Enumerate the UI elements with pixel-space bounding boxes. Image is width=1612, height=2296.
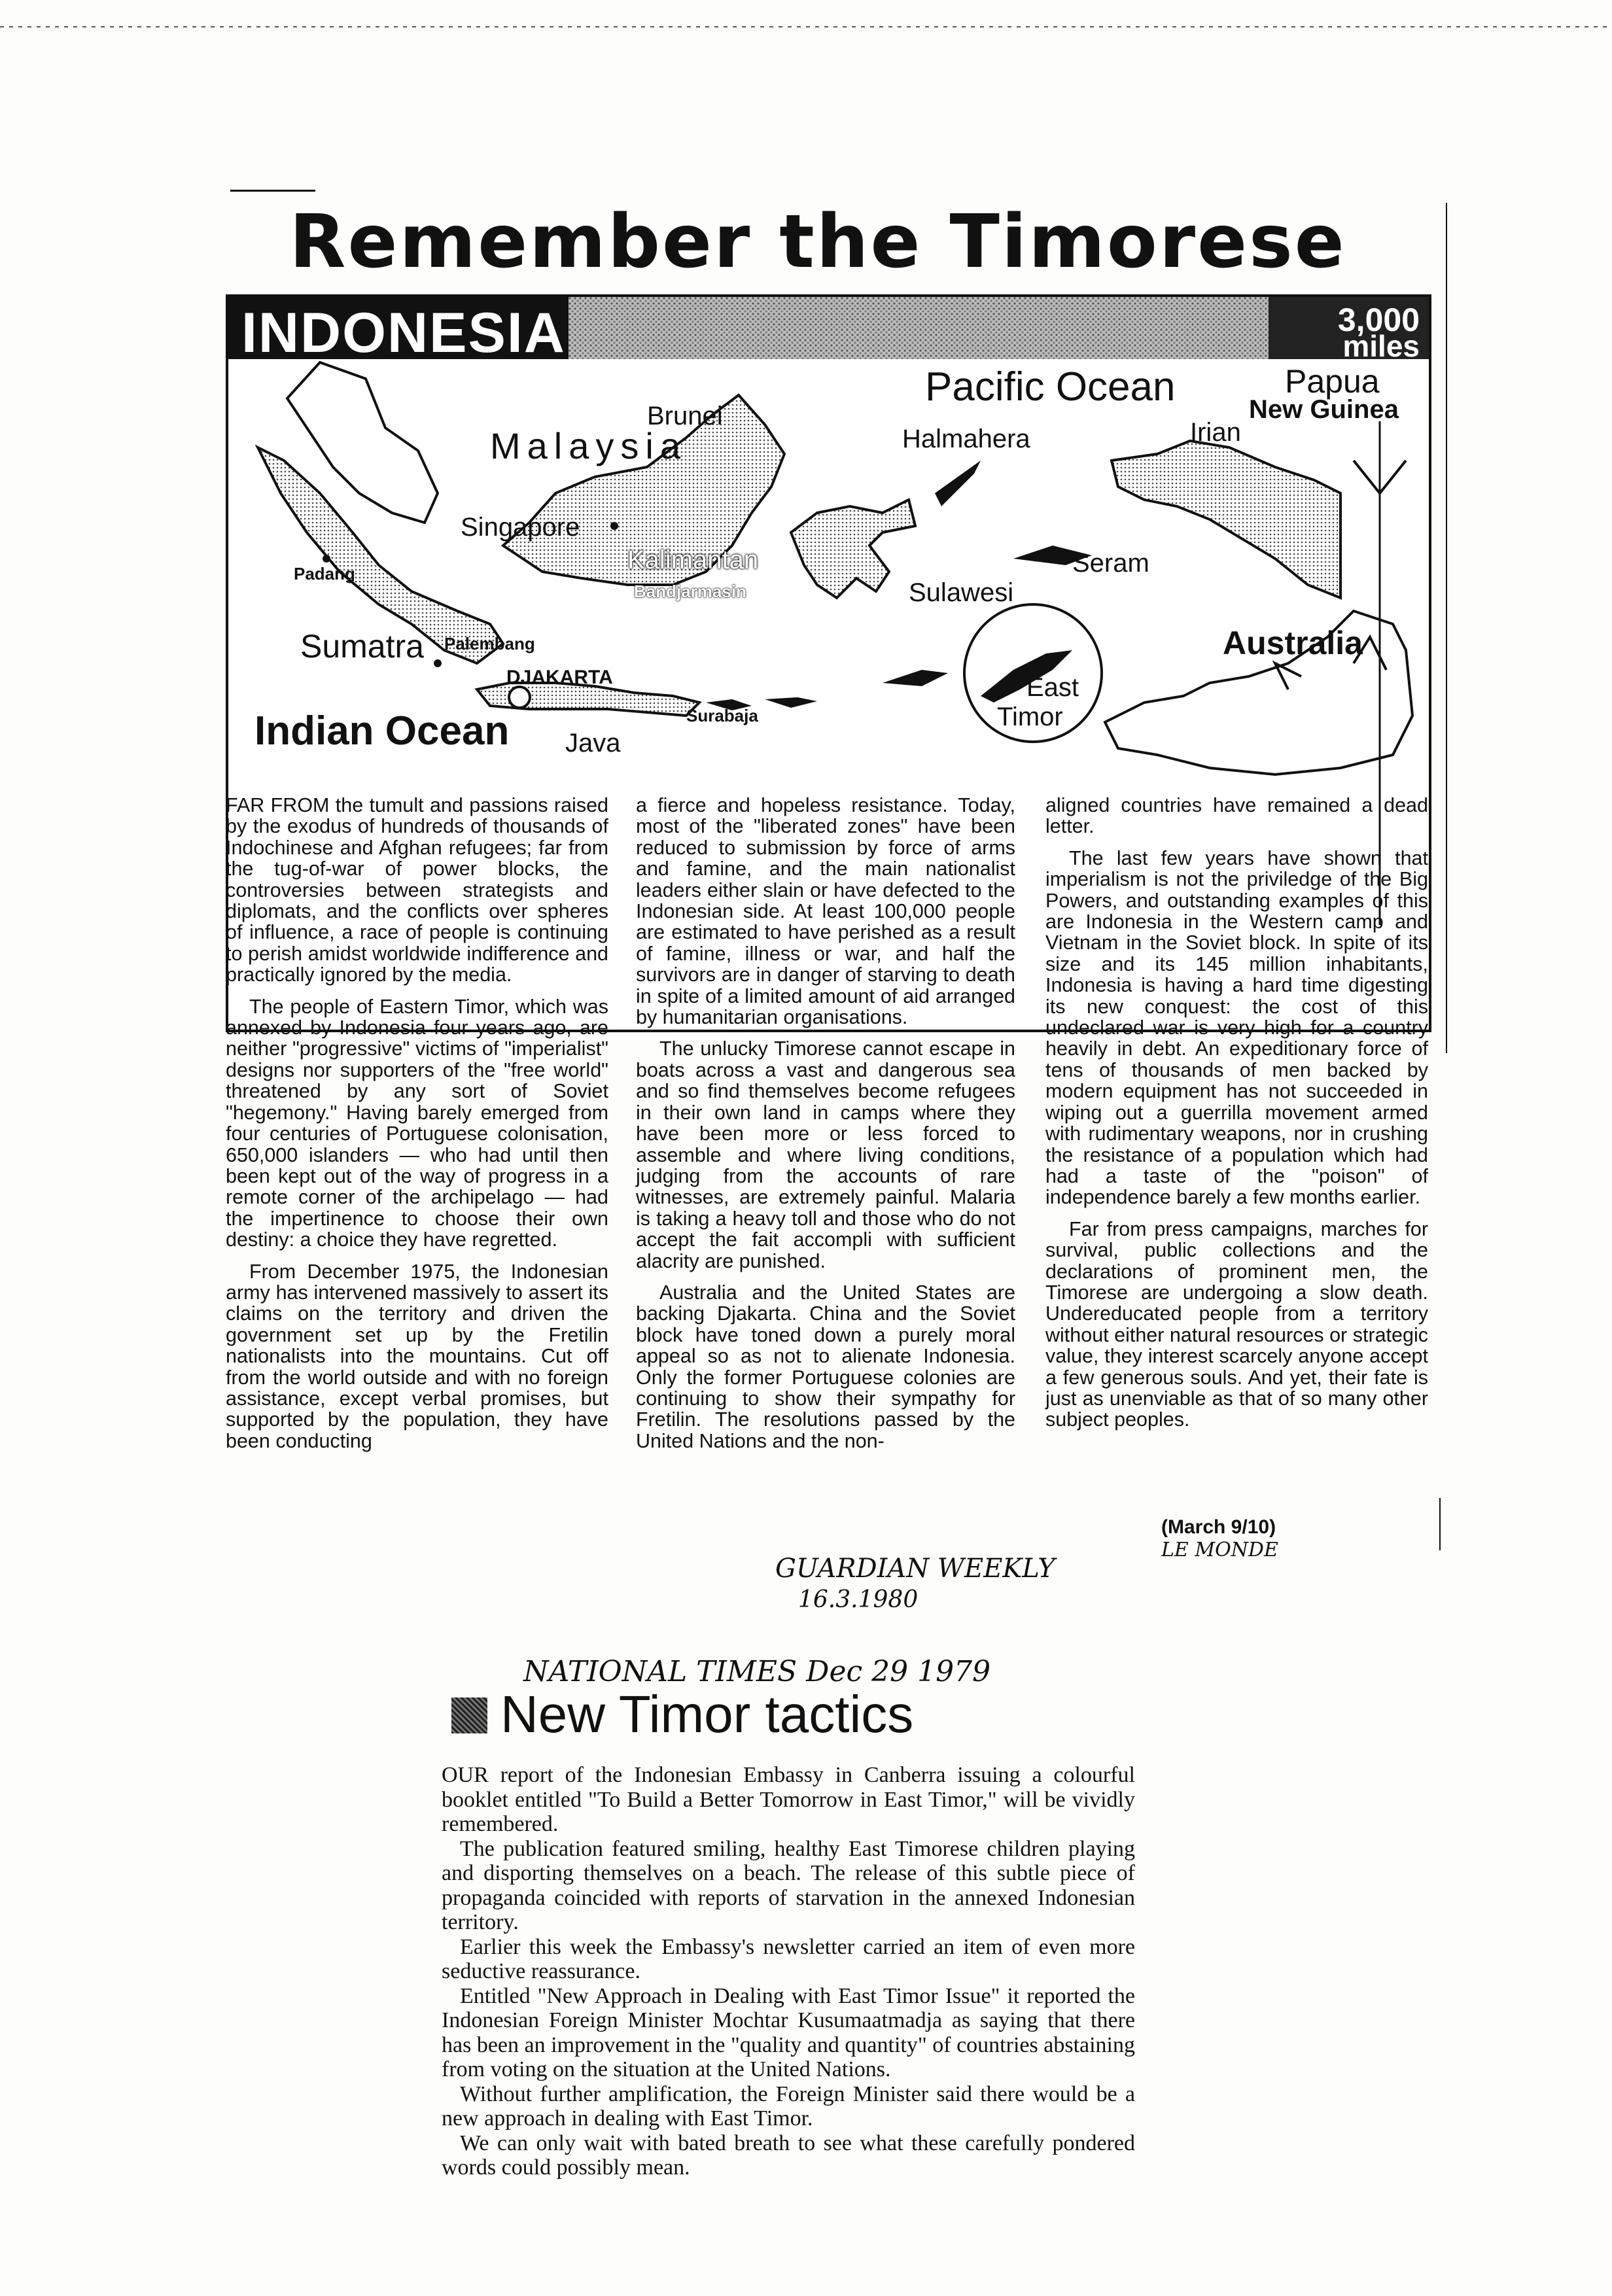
label-palembang: Palembang — [444, 634, 535, 653]
paragraph: The last few years have shown that imperialism is not the priviledge of the Big Powers, and outstanding examples of this are Indonesia in the Western camp and Vietnam in the Soviet block. In spite of its size and its 145 million inhabitants, Indonesia is having a hard time digesting its new conquest: the cost of this undeclared war is very high for a country heavily in debt. An expeditionary force of tens of thousands of men backed by modern equipment has not succeeded in wiping out a guerrilla movement armed with rudimentary weapons, nor in crushing the resistance of a population which had had a taste of the "poison" of independence barely a few months earlier. — [1045, 846, 1428, 1209]
bandjarmasin-marker — [610, 522, 618, 530]
label-east: East — [1026, 673, 1079, 702]
scan-edge-line — [0, 26, 1612, 27]
column-side-rule — [1446, 203, 1447, 1053]
paragraph: a fierce and hopeless resistance. Today, most of the "liberated zones" have been reduced to submission by force of arms and famine, and the main nationalist leaders either slain or have defected to the Indonesian side. At least 100,000 people are estimated to have perished as a result of famine, illness or war, and half the survivors are in danger of starving to death in spite of a limited amount of aid arranged by humanitarian organisations. — [636, 794, 1015, 1029]
paragraph: Far from press campaigns, marches for survival, public collections and the declarations of prominent men, the Timorese are undergoing a slow death. Undereducated people from a territory without either natural resources or strategic value, they interest scarcely anyone accept a few generous souls. And yet, their fate is just as unenviable as that of so many other subject peoples. — [1045, 1217, 1428, 1431]
article-column-3 — [1045, 795, 1428, 1431]
article2-body — [442, 1763, 1135, 2180]
djakarta-marker — [509, 687, 530, 708]
label-kalimantan: Kalimantan — [627, 546, 759, 574]
palembang-marker — [434, 659, 442, 667]
label-indian-ocean: Indian Ocean — [254, 708, 510, 754]
paragraph: Earlier this week the Embassy's newsletter carried an item of even more seductive reassurance. — [442, 1934, 1135, 1983]
label-seram: Seram — [1072, 549, 1149, 578]
paragraph: OUR report of the Indonesian Embassy in Canberra issuing a colourful booklet entitled "To Build a Better Tomorrow in East Timor," will be vividly remembered. — [442, 1763, 1135, 1836]
paragraph: FAR FROM the tumult and passions raised by the exodus of hundreds of thousands of Indochinese and Afghan refugees; far from the tug-of-war of power blocks, the controversies between strategists and diplomats, and the conflicts over spheres of influence, a race of people is continuing to perish amidst worldwide indifference and practically ignored by the media. — [226, 794, 608, 986]
paragraph: Entitled "New Approach in Dealing with East Timor Issue" it reported the Indonesian Foreign Minister Mochtar Kusumaatmadja as saying that there has been an improvement in the "quality and quantity" of countries abstaining from voting on the situation at the United Nations. — [442, 1983, 1135, 2081]
label-brunei: Brunei — [647, 402, 723, 430]
paragraph: aligned countries have remained a dead letter. — [1045, 794, 1428, 838]
paragraph: Australia and the United States are backing Djakarta. China and the Soviet block have toned down a purely moral appeal so as not to alienate Indonesia. Only the former Portuguese colonies are continuing to show their sympathy for Fretilin. The resolutions passed by the United Nations and the non- — [636, 1281, 1015, 1452]
headline-bullet-square — [451, 1697, 487, 1733]
label-pacific-ocean: Pacific Ocean — [925, 364, 1176, 409]
label-padang: Padang — [294, 564, 355, 583]
label-sulawesi: Sulawesi — [909, 578, 1014, 607]
paragraph: From December 1975, the Indonesian army has intervened massively to assert its claims on the territory and driven the government set up by the Fretilin nationalists into the mountains. Cut off from the world outside and with no foreign assistance, except verbal promises, but supported by the population, they have been conducting — [226, 1260, 608, 1452]
column-side-rule-lower — [1439, 1498, 1441, 1550]
label-australia: Australia — [1223, 625, 1363, 661]
paragraph: We can only wait with bated breath to see what these carefully pondered words could possibly mean. — [442, 2131, 1135, 2180]
label-bandjarmasin: Bandjarmasin — [634, 582, 746, 601]
paragraph: The publication featured smiling, healthy East Timorese children playing and disporting themselves on a beach. The release of this subtle piece of propaganda coincided with reports of starvation in the annexed Indonesian territory. — [442, 1836, 1135, 1934]
headline-rule — [230, 190, 315, 192]
paragraph: The unlucky Timorese cannot escape in boats across a vast and dangerous sea and so find themselves become refugees in their own land in camps where they have been more or less forced to assemble and where living conditions, judging from the accounts of rare witnesses, are extremely painful. Malaria is taking a heavy toll and those who do not accept the fait accompli with sufficient alacrity are punished. — [636, 1037, 1015, 1272]
flores-island — [883, 670, 948, 686]
handwritten-le-monde: LE MONDE — [1161, 1539, 1278, 1561]
label-irian: Irian — [1190, 418, 1241, 447]
article-column-2 — [636, 795, 1015, 1452]
lombok-island — [765, 697, 817, 708]
article-dateline: (March 9/10) — [1161, 1516, 1276, 1538]
padang-marker — [323, 555, 330, 563]
map-scale-unit: miles — [1342, 329, 1420, 363]
map-scale-value: 3,000 — [1337, 302, 1420, 338]
paragraph: Without further amplification, the Foreign Minister said there would be a new approach in dealing with East Timor. — [442, 2081, 1135, 2131]
handwritten-source-guardian: GUARDIAN WEEKLY — [775, 1554, 1055, 1584]
handwritten-source-national-times: NATIONAL TIMES Dec 29 1979 — [523, 1655, 991, 1688]
label-papua: Papua — [1285, 363, 1380, 400]
label-surabaja: Surabaja — [686, 706, 758, 725]
map-banner-title: INDONESIA — [241, 302, 566, 364]
halmahera-island — [935, 461, 981, 506]
label-new-guinea: New Guinea — [1249, 395, 1399, 424]
label-djakarta: DJAKARTA — [506, 667, 613, 688]
label-singapore: Singapore — [461, 513, 580, 542]
article-column-1 — [226, 795, 608, 1452]
label-timor: Timor — [997, 703, 1063, 731]
label-halmahera: Halmahera — [902, 425, 1030, 453]
label-java: Java — [565, 729, 621, 757]
sulawesi-island — [791, 500, 915, 598]
paragraph: The people of Eastern Timor, which was annexed by Indonesia four years ago, are neither "progressive" victims of "imperialist" designs nor supporters of the "free world" threatened by any sort of Soviet "hegemony." Having barely emerged from four centuries of Portuguese colonisation, 650,000 islanders — who had until then been kept out of the way of progress in a remote corner of the archipelago — had the impertinence to choose their own destiny: a choice they have regretted. — [226, 995, 608, 1251]
article2-headline: New Timor tactics — [500, 1685, 914, 1743]
label-malaysia: Malaysia — [490, 425, 687, 466]
label-sumatra: Sumatra — [300, 628, 424, 665]
article-headline: Remember the Timorese — [289, 200, 1346, 285]
handwritten-date-guardian: 16.3.1980 — [798, 1586, 919, 1613]
